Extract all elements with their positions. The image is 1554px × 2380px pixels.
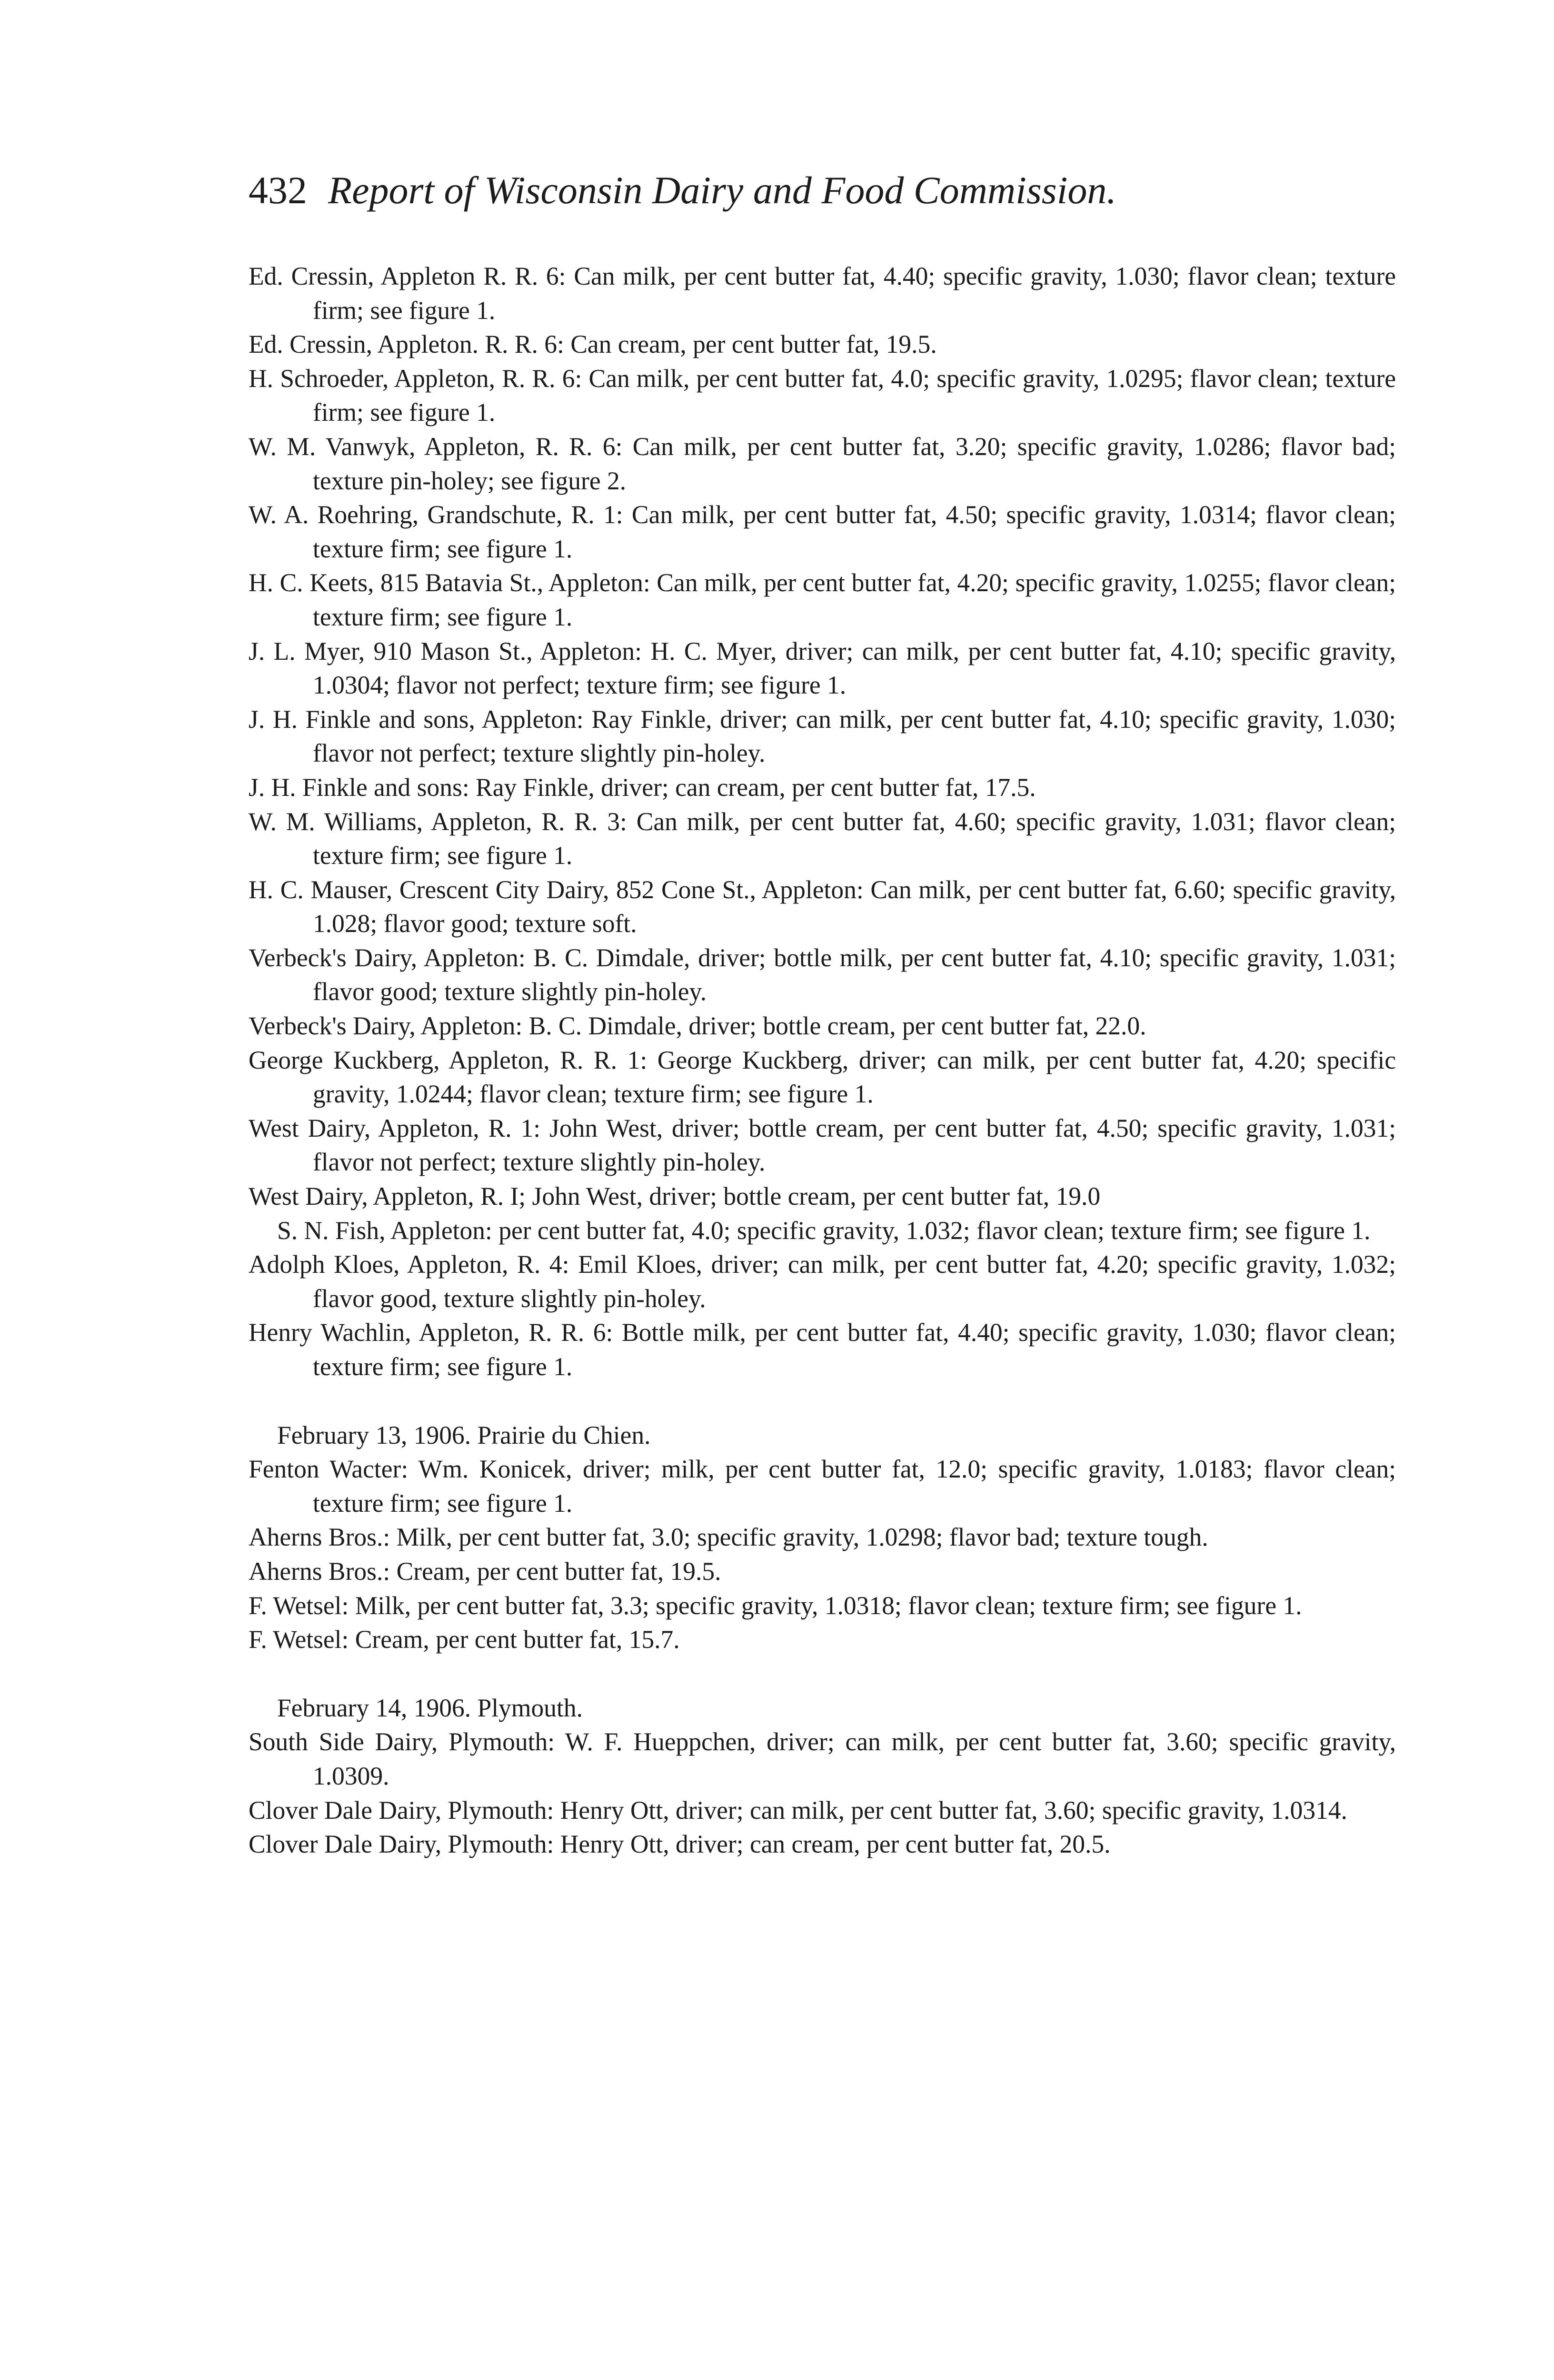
entry: W. M. Williams, Appleton, R. R. 3: Can milk, per cent butter fat, 4.60; specific gravity, 1.031; flavor clean; texture firm; see figure 1. [249, 807, 1396, 870]
entry: Aherns Bros.: Milk, per cent butter fat, 3.0; specific gravity, 1.0298; flavor bad; texture tough. [249, 1523, 1208, 1552]
entry: J. L. Myer, 910 Mason St., Appleton: H. C. Myer, driver; can milk, per cent butter fat, 4.10; specific gravity, 1.0304; flavor not perfect; texture firm; see figure 1. [249, 636, 1396, 700]
entry: Ed. Cressin, Appleton. R. R. 6: Can cream, per cent butter fat, 19.5. [249, 330, 937, 359]
entry: Ed. Cressin, Appleton R. R. 6: Can milk, per cent butter fat, 4.40; specific gravity, 1.030; flavor clean; texture firm; see figure 1. [249, 262, 1396, 325]
entry: West Dairy, Appleton, R. I; John West, driver; bottle cream, per cent butter fat, 19.0 [249, 1182, 1101, 1211]
entry: Fenton Wacter: Wm. Konicek, driver; milk, per cent butter fat, 12.0; specific gravity, 1.0183; flavor clean; texture firm; see figure 1. [249, 1455, 1396, 1517]
page-body [249, 259, 1396, 1862]
entry: S. N. Fish, Appleton: per cent butter fat, 4.0; specific gravity, 1.032; flavor clean; texture firm; see figure 1. [277, 1216, 1371, 1245]
section-date: February 13, 1906. Prairie du Chien. [277, 1420, 651, 1449]
entry: Clover Dale Dairy, Plymouth: Henry Ott, driver; can cream, per cent butter fat, 20.5. [249, 1830, 1111, 1859]
entry: F. Wetsel: Milk, per cent butter fat, 3.3; specific gravity, 1.0318; flavor clean; texture firm; see figure 1. [249, 1591, 1302, 1620]
entry: H. C. Keets, 815 Batavia St., Appleton: Can milk, per cent butter fat, 4.20; specific gravity, 1.0255; flavor clean; texture firm; see figure 1. [249, 568, 1396, 631]
running-title: Report of Wisconsin Dairy and Food Commission. [328, 169, 1116, 212]
page-header [249, 167, 1315, 214]
entry: W. A. Roehring, Grandschute, R. 1: Can milk, per cent butter fat, 4.50; specific gravity, 1.0314; flavor clean; texture firm; see figure 1. [249, 500, 1396, 563]
entry: Clover Dale Dairy, Plymouth: Henry Ott, driver; can milk, per cent butter fat, 3.60; specific gravity, 1.0314. [249, 1795, 1347, 1825]
entry: West Dairy, Appleton, R. 1: John West, driver; bottle cream, per cent butter fat, 4.50; specific gravity, 1.031; flavor not perfect; texture slightly pin-holey. [249, 1113, 1396, 1177]
entry: George Kuckberg, Appleton, R. R. 1: George Kuckberg, driver; can milk, per cent butter fat, 4.20; specific gravity, 1.0244; flavor clean; texture firm; see figure 1. [249, 1045, 1396, 1109]
entry: J. H. Finkle and sons: Ray Finkle, driver; can cream, per cent butter fat, 17.5. [249, 773, 1036, 802]
entry: Verbeck's Dairy, Appleton: B. C. Dimdale, driver; bottle milk, per cent butter fat, 4.10; specific gravity, 1.031; flavor good; texture slightly pin-holey. [249, 943, 1396, 1006]
section-date: February 14, 1906. Plymouth. [277, 1693, 583, 1722]
entry: Verbeck's Dairy, Appleton: B. C. Dimdale, driver; bottle cream, per cent butter fat, 22.0. [249, 1012, 1146, 1041]
entry: South Side Dairy, Plymouth: W. F. Hueppchen, driver; can milk, per cent butter fat, 3.60; specific gravity, 1.0309. [249, 1727, 1396, 1790]
page-number: 432 [249, 169, 307, 212]
entry: J. H. Finkle and sons, Appleton: Ray Finkle, driver; can milk, per cent butter fat, 4.10; specific gravity, 1.030; flavor not perfect; texture slightly pin-holey. [249, 704, 1396, 768]
entry: Henry Wachlin, Appleton, R. R. 6: Bottle milk, per cent butter fat, 4.40; specific gravity, 1.030; flavor clean; texture firm; see figure 1. [249, 1318, 1396, 1381]
entry: W. M. Vanwyk, Appleton, R. R. 6: Can milk, per cent butter fat, 3.20; specific gravity, 1.0286; flavor bad; texture pin-holey; see figure 2. [249, 432, 1396, 495]
entry: Aherns Bros.: Cream, per cent butter fat, 19.5. [249, 1557, 721, 1586]
entry: F. Wetsel: Cream, per cent butter fat, 15.7. [249, 1625, 680, 1654]
entry: H. Schroeder, Appleton, R. R. 6: Can milk, per cent butter fat, 4.0; specific gravity, 1.0295; flavor clean; texture firm; see figure 1. [249, 364, 1396, 427]
entry: Adolph Kloes, Appleton, R. 4: Emil Kloes, driver; can milk, per cent butter fat, 4.20; specific gravity, 1.032; flavor good, texture slightly pin-holey. [249, 1250, 1396, 1313]
entry: H. C. Mauser, Crescent City Dairy, 852 Cone St., Appleton: Can milk, per cent butter fat, 6.60; specific gravity, 1.028; flavor good; texture soft. [249, 875, 1396, 938]
